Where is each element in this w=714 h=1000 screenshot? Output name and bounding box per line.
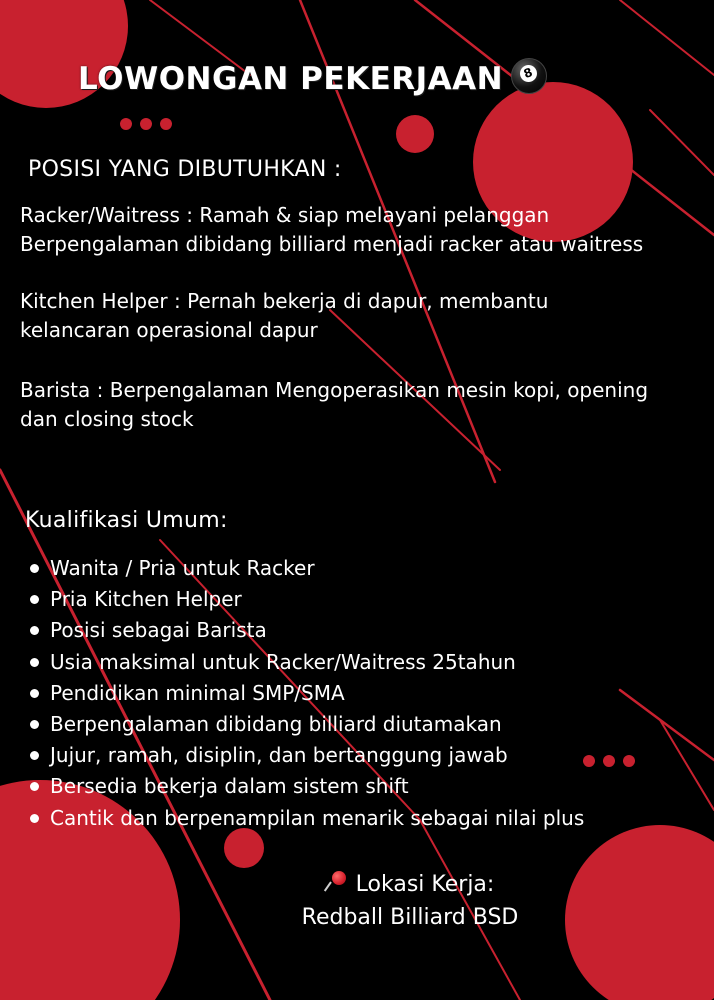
- qualifications-list: [28, 553, 584, 834]
- list-item: Jujur, ramah, disiplin, dan bertanggung jawab: [28, 740, 584, 771]
- position-line: Berpengalaman dibidang billiard menjadi racker atau waitress: [20, 232, 644, 256]
- list-item: Bersedia bekerja dalam sistem shift: [28, 771, 584, 802]
- poster-title-text: LOWONGAN PEKERJAAN: [78, 61, 504, 97]
- position-kitchen-helper: [20, 287, 700, 345]
- list-item: Cantik dan berpenampilan menarik sebagai nilai plus: [28, 803, 584, 834]
- position-line: Barista : Berpengalaman Mengoperasikan mesin kopi, opening: [20, 378, 649, 402]
- position-line: Racker/Waitress : Ramah & siap melayani pelanggan: [20, 203, 550, 227]
- position-racker: [20, 201, 700, 259]
- location-label-row: [250, 868, 570, 901]
- list-item: Usia maksimal untuk Racker/Waitress 25tahun: [28, 647, 584, 678]
- list-item: Posisi sebagai Barista: [28, 615, 584, 646]
- location-label: Lokasi Kerja:: [355, 872, 495, 897]
- position-line: Kitchen Helper : Pernah bekerja di dapur, membantu: [20, 289, 549, 313]
- pushpin-icon: [326, 871, 348, 893]
- 8-ball-icon: 8: [511, 58, 547, 94]
- list-item: Pria Kitchen Helper: [28, 584, 584, 615]
- qualifications-heading: Kualifikasi Umum:: [25, 508, 228, 533]
- position-line: dan closing stock: [20, 407, 194, 431]
- position-barista: [20, 376, 700, 434]
- list-item: Wanita / Pria untuk Racker: [28, 553, 584, 584]
- position-line: kelancaran operasional dapur: [20, 318, 318, 342]
- location-place: Redball Billiard BSD: [301, 905, 519, 930]
- poster-title: [78, 58, 547, 97]
- positions-heading: POSISI YANG DIBUTUHKAN :: [28, 157, 342, 182]
- work-location: [250, 868, 570, 934]
- list-item: Berpengalaman dibidang billiard diutamakan: [28, 709, 584, 740]
- list-item: Pendidikan minimal SMP/SMA: [28, 678, 584, 709]
